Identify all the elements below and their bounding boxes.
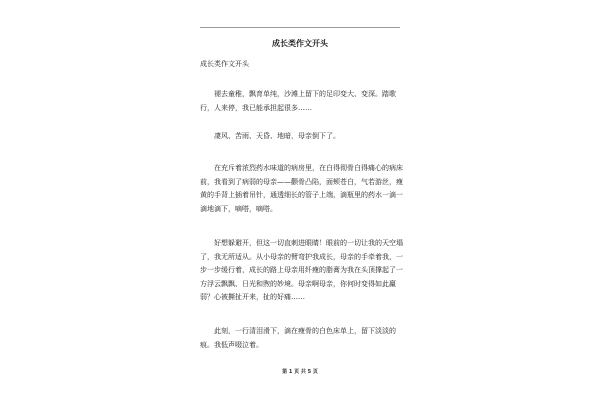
paragraph-1: 褪去童稚，飘育单纯，沙滩上留下的足印变大、变深。踏歌行，人来停，我已能承担起很多……: [200, 90, 396, 112]
page-number-footer: 第 1 页 共 5 页: [282, 369, 318, 375]
paragraph-5: 此刻，一行清泪滑下，滴在瘦骨的白色床单上，留下淡淡的痕。我低声啜泣着。: [200, 327, 396, 349]
paragraph-4: 好想躲避开，但这一切直刺进眼睛！眼前的一切让我的天空塌了，我无所适从。从小母亲的臂弯护我成长，母亲的手牵着我，一步一步缓行着，成长的路上母亲用纤瘦的脂膏为我在头顶撑起了一方浮云飘飘、日光和煦的妙境。母亲啊母亲，你何时变得如此羸弱？心被撕扯开来，扯的好痛……: [200, 239, 403, 301]
paragraph-2: 凄风、苦雨、天昏、地暗，母亲倒下了。: [214, 132, 340, 140]
document-subtitle: 成长类作文开头: [200, 60, 249, 68]
top-rule: [200, 27, 400, 28]
document-title: 成长类作文开头: [272, 39, 328, 48]
paragraph-3: 在充斥着浓烈药水味道的病房里，在白得彻骨白得痛心的病床前，我看到了病弱的母亲——颧骨凸陷，面颊苍白，气若游丝，瘦黄的手背上插着吊针，通透细长的管子上端，滴瓶里的药水一滴一滴地滴下，嘀嗒，嘀嗒。: [200, 164, 403, 213]
